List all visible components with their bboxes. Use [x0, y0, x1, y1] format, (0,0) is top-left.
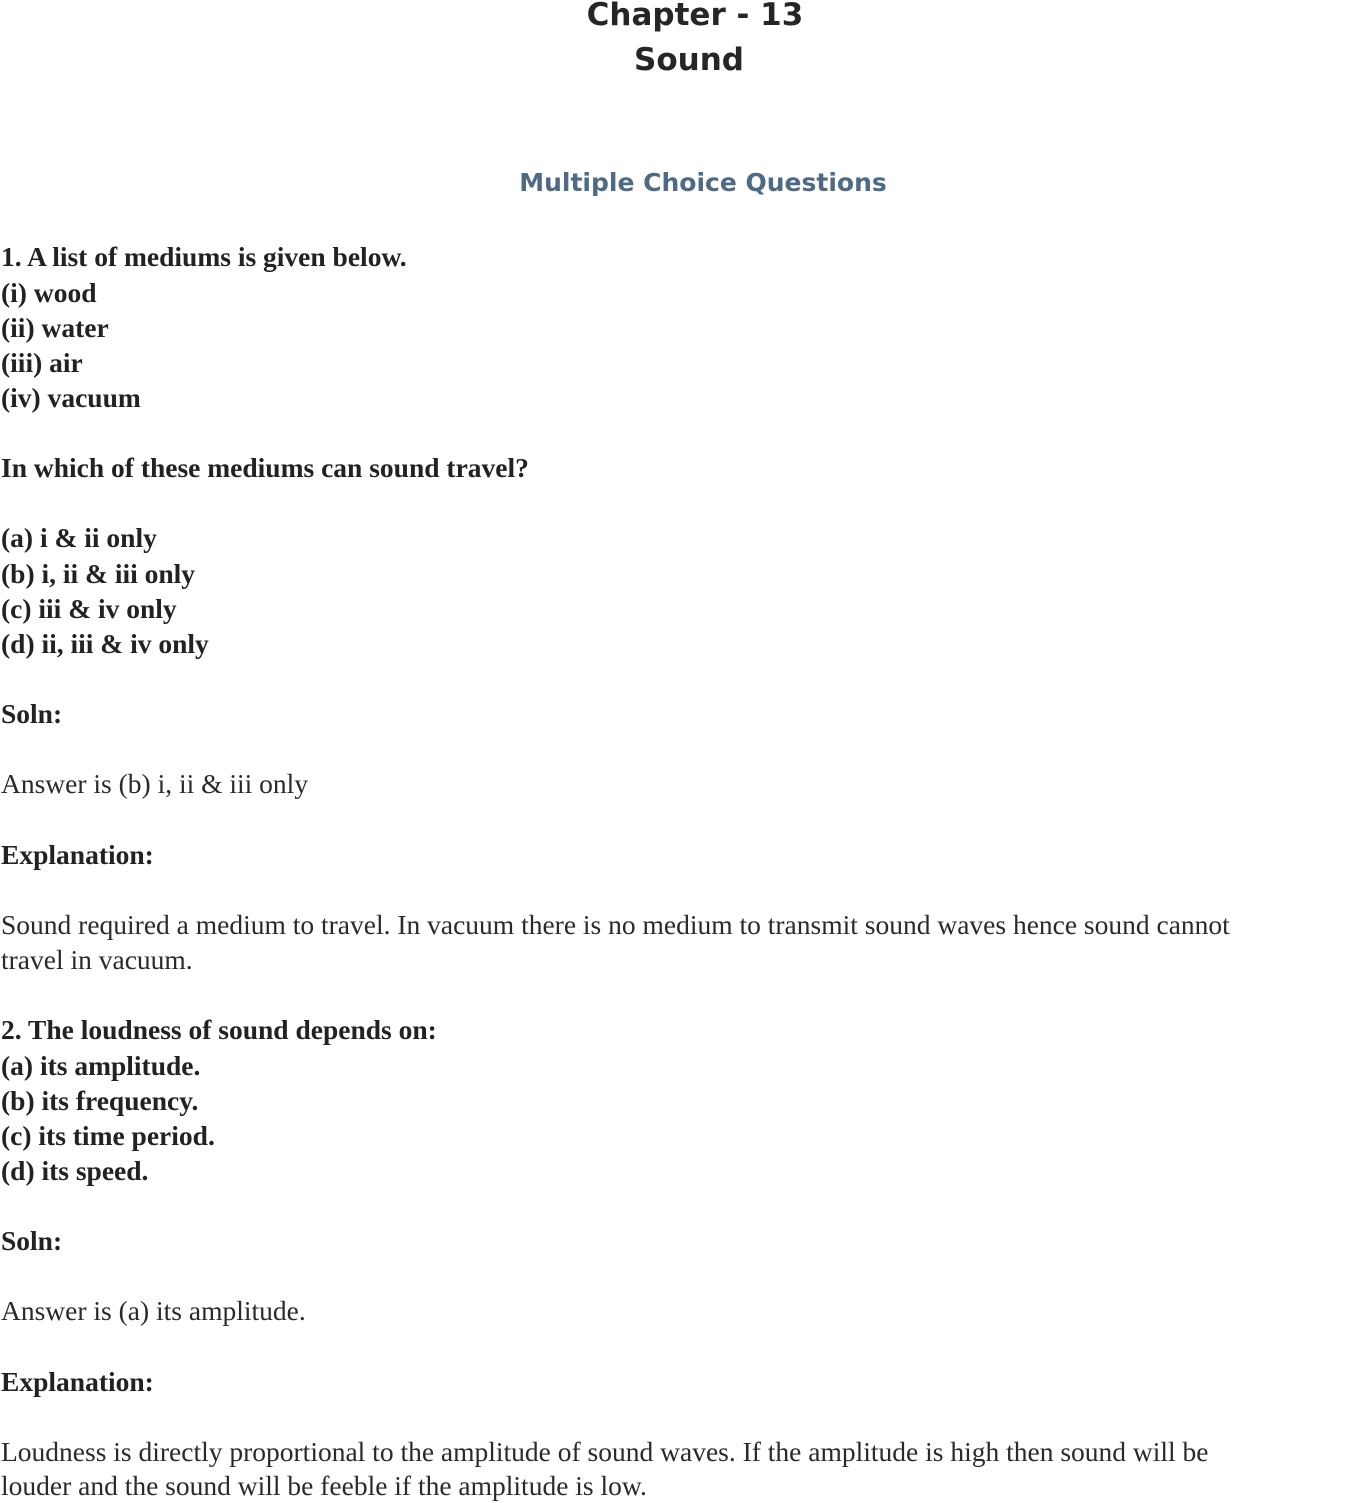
- answer-text: Answer is (a) its amplitude.: [1, 1295, 306, 1326]
- medium-item: (iv) vacuum: [1, 382, 141, 413]
- answer-option: (d) its speed.: [1, 1155, 149, 1186]
- answer-option: (a) i & ii only: [1, 522, 157, 553]
- explanation-line: louder and the sound will be feeble if the amplitude is low.: [1, 1470, 647, 1501]
- explanation-line: Loudness is directly proportional to the amplitude of sound waves. If the amplitude is high then sound will be: [1, 1436, 1209, 1467]
- medium-item: (i) wood: [1, 277, 97, 308]
- answer-text: Answer is (b) i, ii & iii only: [1, 768, 309, 799]
- medium-item: (iii) air: [1, 347, 83, 378]
- explanation-line: travel in vacuum.: [1, 944, 193, 975]
- explanation-line: Sound required a medium to travel. In vacuum there is no medium to transmit sound waves hence sound cannot: [1, 909, 1230, 940]
- solution-label: Soln:: [1, 698, 63, 729]
- answer-option: (b) its frequency.: [1, 1085, 199, 1116]
- answer-option: (b) i, ii & iii only: [1, 558, 196, 589]
- explanation-label: Explanation:: [1, 839, 154, 870]
- chapter-heading: Chapter - 13: [586, 0, 804, 33]
- topic-heading: Sound: [634, 42, 744, 78]
- question-prompt: In which of these mediums can sound travel?: [1, 452, 529, 483]
- explanation-label: Explanation:: [1, 1366, 154, 1397]
- medium-item: (ii) water: [1, 312, 109, 343]
- answer-option: (c) iii & iv only: [1, 593, 177, 624]
- question-stem: 1. A list of mediums is given below.: [1, 241, 407, 272]
- solution-label: Soln:: [1, 1225, 63, 1256]
- section-heading: Multiple Choice Questions: [519, 168, 887, 197]
- answer-option: (c) its time period.: [1, 1120, 215, 1151]
- answer-option: (d) ii, iii & iv only: [1, 628, 209, 659]
- question-stem: 2. The loudness of sound depends on:: [1, 1014, 437, 1045]
- answer-option: (a) its amplitude.: [1, 1050, 201, 1081]
